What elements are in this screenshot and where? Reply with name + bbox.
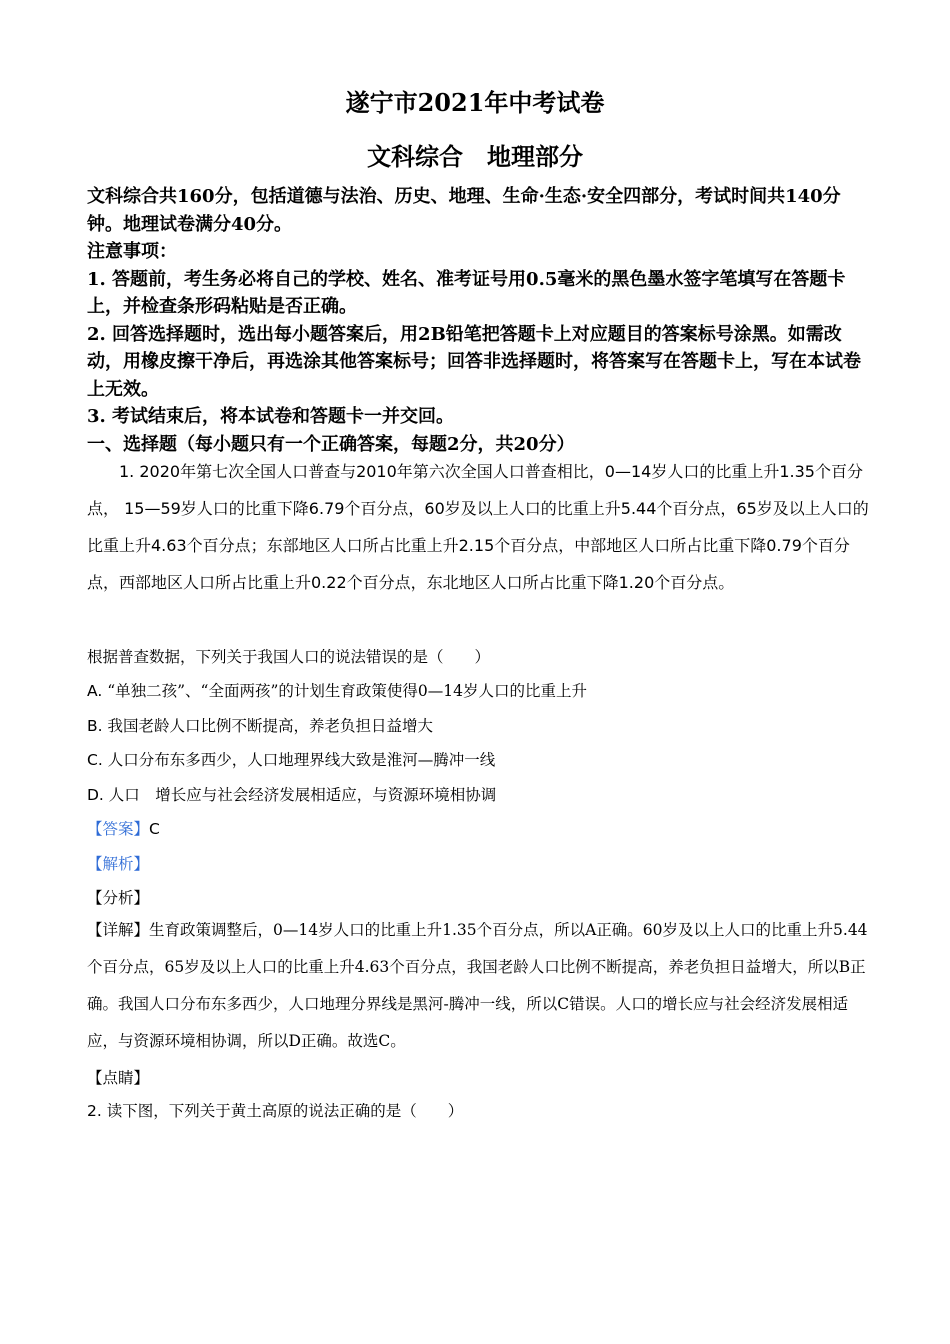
instructions-intro: 文科综合共160分，包括道德与法治、历史、地理、生命·生态·安全四部分，考试时间共140分钟。地理试卷满分40分。 — [87, 186, 841, 235]
answer-line — [87, 817, 877, 841]
detail-block — [87, 912, 877, 1060]
detail-text: 生育政策调整后，0—14岁人口的比重上升1.35个百分点，所以A正确。60岁及以上人口的比重上升5.44个百分点，65岁及以上人口的比重上升4.63个百分点，我国老龄人口比例不断提高，养老负担日益增大，所以B正确。我国人口分布东多西少，人口地理分界线是黑河-腾冲一线，所以C错误。人口的增长应与社会经济发展相适应，与资源环境相协调，所以D正确。故选C。 — [87, 921, 868, 1050]
option-c-text: 人口分布东多西少，人口地理界线大致是淮河—腾冲一线 — [107, 751, 496, 769]
option-d — [87, 783, 877, 807]
option-c — [87, 748, 877, 772]
question-1-intro-text: 1. 2020年第七次全国人口普查与2010年第六次全国人口普查相比，0—14岁人口的比重上升1.35个百分点， 15—59岁人口的比重下降6.79个百分点，60岁及以上人口的比重上升5.44个百分点，65岁及以上人口的比重上升4.63个百分点；东部地区人口所占比重上升2.15个百分点，中部地区人口所占比重下降0.79个百分点，西部地区人口所占比重上升0.22个百分点，东北地区人口所占比重下降1.20个百分点。 — [87, 462, 869, 592]
question-2-number: 2. — [87, 1102, 107, 1120]
question-2 — [87, 1099, 877, 1123]
note-1: 1. 答题前，考生务必将自己的学校、姓名、准考证号用0.5毫米的黑色墨水签字笔填写在答题卡上，并检查条形码粘贴是否正确。 — [87, 268, 846, 317]
option-c-letter: C. — [87, 751, 108, 769]
exam-subtitle: 文科综合 地理部分 — [367, 142, 583, 171]
question-1-prompt: 根据普查数据，下列关于我国人口的说法错误的是（ ） — [87, 648, 491, 666]
option-a-letter: A. — [87, 682, 108, 700]
option-b-text: 我国老龄人口比例不断提高，养老负担日益增大 — [107, 717, 434, 735]
question-1-intro — [87, 453, 877, 601]
fenxi-label: 【分析】 — [87, 889, 150, 907]
answer-label: 【答案】 — [87, 820, 150, 838]
question-2-prompt: 读下图，下列关于黄土高原的说法正确的是（ ） — [106, 1102, 464, 1120]
instructions-block — [87, 183, 863, 458]
section-heading: 一、选择题（每小题只有一个正确答案，每题2分，共20分） — [87, 433, 575, 455]
exam-title: 遂宁市2021年中考试卷 — [345, 88, 605, 117]
note-3: 3. 考试结束后，将本试卷和答题卡一并交回。 — [87, 406, 455, 427]
notes-heading: 注意事项： — [87, 241, 177, 262]
dianjing-label: 【点睛】 — [87, 1069, 150, 1087]
option-b-letter: B. — [87, 717, 108, 735]
option-d-text: 人口 增长应与社会经济发展相适应，与资源环境相协调 — [108, 786, 497, 804]
detail-label: 【详解】 — [87, 921, 150, 939]
option-b — [87, 714, 877, 738]
option-a-text: “单独二孩”、“全面两孩”的计划生育政策使得0—14岁人口的比重上升 — [107, 682, 587, 700]
option-d-letter: D. — [87, 786, 109, 804]
answer-value: C — [149, 820, 160, 838]
note-2: 2. 回答选择题时，选出每小题答案后，用2B铅笔把答题卡上对应题目的答案标号涂黑。如需改动，用橡皮擦干净后，再选涂其他答案标号；回答非选择题时，将答案写在答题卡上，写在本试卷上无效。 — [87, 323, 861, 400]
analysis-label: 【解析】 — [87, 855, 150, 873]
option-a — [87, 679, 877, 703]
